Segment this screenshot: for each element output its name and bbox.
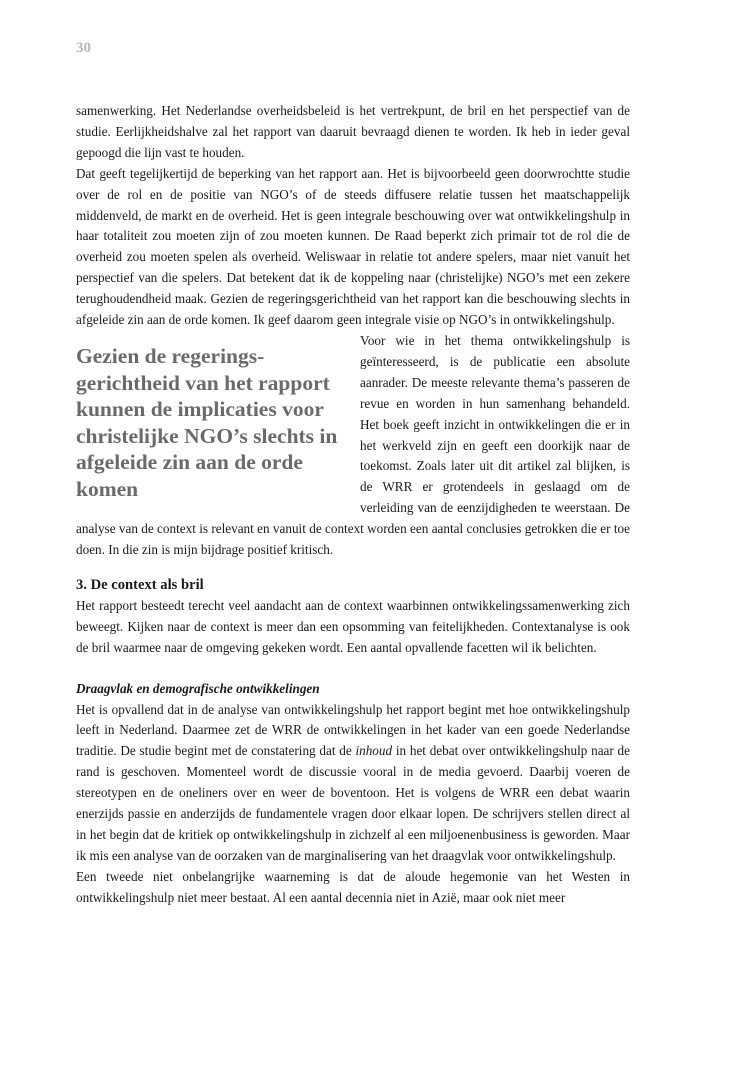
body-paragraph-limitations-text: Dat geeft tegelijkertijd de beperking van het rapport aan. Het is bijvoorbeeld geen doorwrochtte studie over de rol en de positie van NGO’s of de steeds diffusere relatie tussen het maatschappelijk middenveld, de markt en de overheid. Het is geen integrale beschouwing over wat ontwikkelingshulp in haar totaliteit zou moeten zijn of zou moeten kunnen. De Raad beperkt zich primair tot de rol die de overheid zou moeten spelen als overheid. Weliswaar in relatie tot andere spelers, maar niet vanuit het perspectief van die spelers. Dat betekent dat ik de koppeling naar (christelijke) NGO’s met een zekere terughoudendheid maak. Gezien de regeringsgerichtheid van het rapport kan die beschouwing slechts in afgeleide zin aan de orde komen. Ik geef daarom geen integrale visie op NGO’s in ontwikkelingshulp. [76,165,630,328]
body-paragraph-draagvlak [76,700,630,867]
draagvlak-text-part-1: Het is opvallend dat in de analyse van ontwikkelingshulp het rapport begint met hoe ontwikkelingshulp leeft in Nederland. Daarmee zet de WRR de ontwikkelingen in het kader van een goede Nederlandse traditie. De studie begint met de constatering dat de [76,701,630,759]
body-paragraph-recommendation: Voor wie in het thema ontwikkelingshulp is geïnteresseerd, is de publicatie een absolute aanrader. De meeste relevante thema’s passeren de revue en worden in hun samenhang behandeld. Het boek geeft inzicht in ontwikkelingen die er in het werkveld zijn en geeft een doorkijk naar de toekomst. Zoals later uit dit artikel zal blijken, is de WRR er grotendeels in geslaagd om de verleiding van de eenzijdigheden te weerstaan. De analyse van de context is relevant en vanuit de context worden een aantal conclusies getrokken die er toe doen. In die zin is mijn bijdrage positief kritisch. [76,332,630,558]
intro-paragraph: samenwerking. Het Nederlandse overheidsbeleid is het vertrekpunt, de bril en het perspectief van de studie. Eerlijkheidshalve zal het rapport van daaruit bevraagd dienen te worden. Ik heb in ieder geval gepoogd die lijn vast te houden. [76,103,630,160]
article-body [76,101,630,909]
subheading: Draagvlak en demografische ontwikkelingen [76,680,320,696]
body-paragraph-hegemonie: Een tweede niet onbelangrijke waarneming is dat de aloude hegemonie van het Westen in ontwikkelingshulp niet meer bestaat. Al een aantal decennia niet in Azië, maar ook niet meer [76,868,630,905]
page-number: 30 [76,40,91,56]
pull-quote: Gezien de regeringsgerichtheid van het rapport kunnen de implicaties voor christelijke NGO’s slechts in afgeleide zin aan de orde komen [76,343,338,501]
draagvlak-text-part-2: in het debat over ontwikkelingshulp naar de rand is geschoven. Momenteel wordt de discussie vooral in de media gevoerd. Daarbij voeren de stereotypen en de oneliners over en weer de boventoon. Het is volgens de WRR een debat waarin enerzijds passie en anderzijds de fundamentele vragen door elkaar lopen. De schrijvers stellen direct al in het begin dat de kritiek op ontwikkelingshulp in zichzelf al een miljoenenbusiness is geworden. Maar ik mis een analyse van de oorzaken van de marginalisering van het draagvlak voor ontwikkelingshulp. [76,743,630,863]
body-paragraph-limitations [76,164,630,331]
emphasis-inhoud: inhoud [355,743,393,759]
section-intro-paragraph: Het rapport besteedt terecht veel aandacht aan de context waarbinnen ontwikkelingssamenwerking zich beweegt. Kijken naar de context is meer dan een opsomming van feitelijkheden. Contextanalyse is ook de bril waarmee naar de omgeving gekeken wordt. Een aantal opvallende facetten wil ik belichten. [76,597,630,655]
section-heading: 3. De context als bril [76,576,204,593]
